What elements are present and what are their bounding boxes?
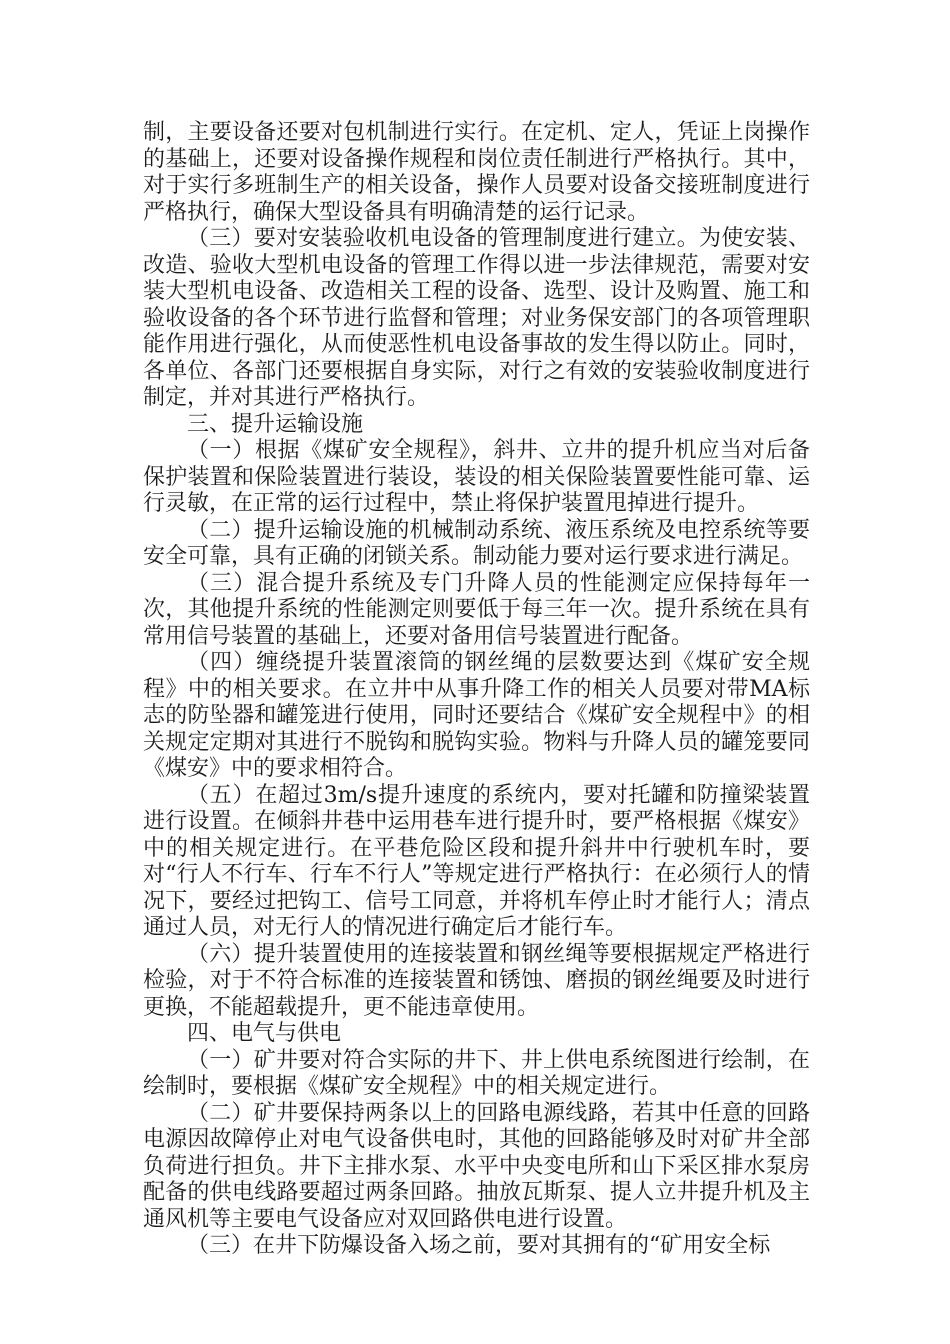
paragraph-dual-circuit: （二）矿井要保持两条以上的回路电源线路，若其中任意的回路电源因故障停止对电气设备供电时，其他的回路能够及时对矿井全部负荷进行担负。井下主排水泵、水平中央变电所和山下采区排水泵房配备的供电线路要超过两条回路。抽放瓦斯泵、提人立井提升机及主通风机等主要电气设备应对双回路供电进行设置。: [143, 1100, 810, 1232]
paragraph-wire-rope-layers: （四）缠绕提升装置滚筒的钢丝绳的层数要达到《煤矿安全规程》中的相关要求。在立井中从事升降工作的相关人员要对带MA标志的防坠器和罐笼进行使用，同时还要结合《煤矿安全规程中》的相关规定定期对其进行不脱钩和脱钩实验。物料与升降人员的罐笼要同《煤安》中的要求相符合。: [143, 650, 810, 781]
section-heading-hoisting: 三、提升运输设施: [187, 411, 364, 437]
paragraph-connection-inspection: （六）提升装置使用的连接装置和钢丝绳等要根据规定严格进行检验，对于不符合标准的连接装置和锈蚀、磨损的钢丝绳要及时进行更换，不能超载提升，更不能违章使用。: [143, 941, 810, 1020]
document-page: [143, 120, 810, 1260]
paragraph-power-diagram: （一）矿井要对符合实际的井下、井上供电系统图进行绘制，在绘制时，要根据《煤矿安全规程》中的相关规定进行。: [143, 1047, 810, 1099]
paragraph-speed-systems: （五）在超过3m/s提升速度的系统内，要对托罐和防撞梁装置进行设置。在倾斜井巷中运用巷车进行提升时，要严格根据《煤安》中的相关规定进行。在平巷危险区段和提升斜井中行驶机车时，要对“行人不行车、行车不行人”等规定进行严格执行：在必须行人的情况下，要经过把钩工、信号工同意，并将机车停止时才能行人；清点通过人员，对无行人的情况进行确定后才能行车。: [143, 782, 810, 940]
paragraph-installation-acceptance: （三）要对安装验收机电设备的管理制度进行建立。为使安装、改造、验收大型机电设备的管理工作得以进一步法律规范，需要对安装大型机电设备、改造相关工程的设备、选型、设计及购置、施工和验收设备的各个环节进行监督和管理；对业务保安部门的各项管理职能作用进行强化，从而使恶性机电设备事故的发生得以防止。同时，各单位、各部门还要根据自身实际，对行之有效的安装验收制度进行制定，并对其进行严格执行。: [143, 226, 810, 410]
paragraph-continuation: 制，主要设备还要对包机制进行实行。在定机、定人，凭证上岗操作的基础上，还要对设备操作规程和岗位责任制进行严格执行。其中，对于实行多班制生产的相关设备，操作人员要对设备交接班制度进行严格执行，确保大型设备具有明确清楚的运行记录。: [143, 120, 810, 225]
paragraph-performance-testing: （三）混合提升系统及专门升降人员的性能测定应保持每年一次，其他提升系统的性能测定则要低于每三年一次。提升系统在具有常用信号装置的基础上，还要对备用信号装置进行配备。: [143, 570, 810, 649]
paragraph-hoist-protection: （一）根据《煤矿安全规程》，斜井、立井的提升机应当对后备保护装置和保险装置进行装设，装设的相关保险装置要性能可靠、运行灵敏，在正常的运行过程中，禁止将保护装置甩掉进行提升。: [143, 438, 810, 516]
paragraph-brake-systems: （二）提升运输设施的机械制动系统、液压系统及电控系统等要安全可靠，具有正确的闭锁关系。制动能力要对运行要求进行满足。: [143, 517, 810, 569]
section-heading-electrical: 四、电气与供电: [187, 1021, 342, 1046]
paragraph-explosion-proof: （三）在井下防爆设备入场之前，要对其拥有的“矿用安全标: [187, 1233, 771, 1258]
